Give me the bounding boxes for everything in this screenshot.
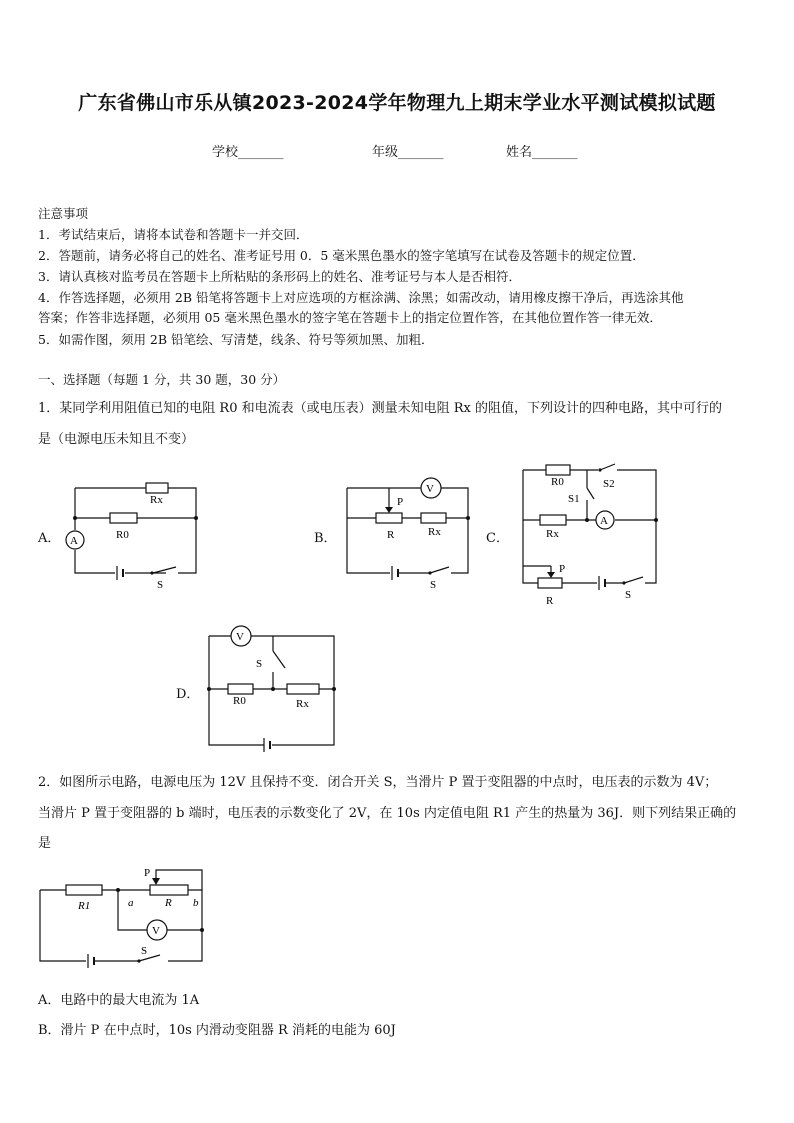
switch-icon — [624, 577, 643, 583]
label-r: R — [165, 897, 172, 909]
label-b-end: b — [193, 897, 199, 909]
label-a-end: a — [128, 897, 134, 909]
resistor-rx-icon — [540, 515, 566, 525]
label-p: P — [559, 563, 566, 575]
label-p: P — [144, 867, 151, 879]
notice-item: 5．如需作图，须用 2B 铅笔绘、写清楚，线条、符号等须加黑、加粗． — [38, 332, 434, 347]
label-rx: Rx — [428, 526, 441, 538]
label-s: S — [625, 589, 632, 601]
label-rx: Rx — [546, 528, 559, 540]
resistor-r0-icon — [110, 513, 137, 523]
circuit-d — [207, 626, 336, 752]
slider-p-icon — [547, 572, 555, 578]
label-a: A — [600, 515, 608, 527]
label-s: S — [430, 579, 437, 591]
grade-field: 年级_______ — [372, 145, 444, 160]
label-s: S — [141, 945, 148, 957]
label-r0: R0 — [233, 695, 246, 707]
switch-icon — [430, 567, 449, 573]
option-b-label: B． — [314, 531, 337, 546]
label-v: V — [152, 925, 160, 937]
label-rx: Rx — [296, 698, 309, 710]
rheostat-r-icon — [538, 578, 562, 588]
switch-s-icon — [273, 651, 285, 668]
question-1-line-2: 是（电源电压未知且不变） — [38, 432, 195, 447]
circuit-a — [66, 483, 198, 591]
question-2-option-a: A．电路中的最大电流为 1A — [38, 993, 200, 1008]
notice-item: 答案；作答非选择题，必须用 05 毫米黑色墨水的签字笔在答题卡上的指定位置作答，在其他位置作答一律无效． — [38, 310, 662, 325]
section-heading: 一、选择题（每题 1 分，共 30 题，30 分） — [38, 372, 286, 387]
label-v: V — [426, 483, 434, 495]
school-field: 学校_______ — [212, 145, 284, 160]
question-2-line-2: 当滑片 P 置于变阻器的 b 端时，电压表的示数变化了 2V，在 10s 内定值电阻 R1 产生的热量为 36J．则下列结果正确的 — [38, 806, 737, 821]
label-r0: R0 — [116, 529, 129, 541]
label-s: S — [256, 658, 263, 670]
label-a: A — [70, 535, 78, 547]
resistor-r0-icon — [546, 465, 570, 475]
option-c-label: C． — [486, 531, 509, 546]
circuit-q2 — [40, 867, 204, 968]
switch-s1-icon — [587, 488, 594, 499]
label-s1: S1 — [568, 493, 580, 505]
label-r1: R1 — [78, 900, 91, 912]
slider-p-icon — [152, 878, 160, 885]
notice-item: 4．作答选择题，必须用 2B 铅笔将答题卡上对应选项的方框涂满、涂黑；如需改动，请用橡皮擦干净后，再选涂其他 — [38, 290, 684, 305]
resistor-rx-icon — [421, 513, 446, 523]
question-2-line-3: 是 — [38, 836, 52, 851]
rheostat-r-icon — [150, 885, 188, 895]
label-r: R — [387, 529, 395, 541]
page-title: 广东省佛山市乐从镇2023-2024学年物理九上期末学业水平测试模拟试题 — [78, 92, 716, 114]
circuit-c — [523, 464, 658, 607]
label-p: P — [397, 496, 404, 508]
circuit-b — [347, 478, 470, 591]
label-r0: R0 — [551, 476, 564, 488]
switch-icon — [153, 567, 176, 573]
notice-item: 2．答题前，请务必将自己的姓名、准考证号用 0．5 毫米黑色墨水的签字笔填写在试卷及答题卡的规定位置． — [38, 248, 645, 263]
label-rx: Rx — [150, 494, 163, 506]
question-2-line-1: 2．如图所示电路，电源电压为 12V 且保持不变．闭合开关 S，当滑片 P 置于变阻器的中点时，电压表的示数为 4V； — [38, 775, 718, 790]
option-a-label: A． — [38, 531, 61, 546]
option-d-label: D． — [176, 687, 200, 702]
notice-item: 3．请认真核对监考员在答题卡上所粘贴的条形码上的姓名、准考证号与本人是否相符． — [38, 269, 521, 284]
switch-s2-icon — [600, 464, 615, 470]
resistor-rx-icon — [146, 483, 168, 493]
label-r: R — [546, 595, 554, 607]
resistor-r1-icon — [66, 885, 102, 895]
resistor-r0-icon — [228, 684, 253, 694]
label-s: S — [157, 579, 164, 591]
rheostat-r-icon — [376, 513, 402, 523]
question-2-option-b: B．滑片 P 在中点时，10s 内滑动变阻器 R 消耗的电能为 60J — [38, 1023, 396, 1038]
question-1-line-1: 1．某同学利用阻值已知的电阻 R0 和电流表（或电压表）测量未知电阻 Rx 的阻值，下列设计的四种电路，其中可行的 — [38, 401, 722, 416]
notice-heading: 注意事项 — [38, 206, 89, 221]
resistor-rx-icon — [287, 684, 319, 694]
label-v: V — [236, 631, 244, 643]
notice-item: 1．考试结束后，请将本试卷和答题卡一并交回． — [38, 227, 309, 242]
name-field: 姓名_______ — [506, 145, 578, 160]
label-s2: S2 — [603, 478, 615, 490]
